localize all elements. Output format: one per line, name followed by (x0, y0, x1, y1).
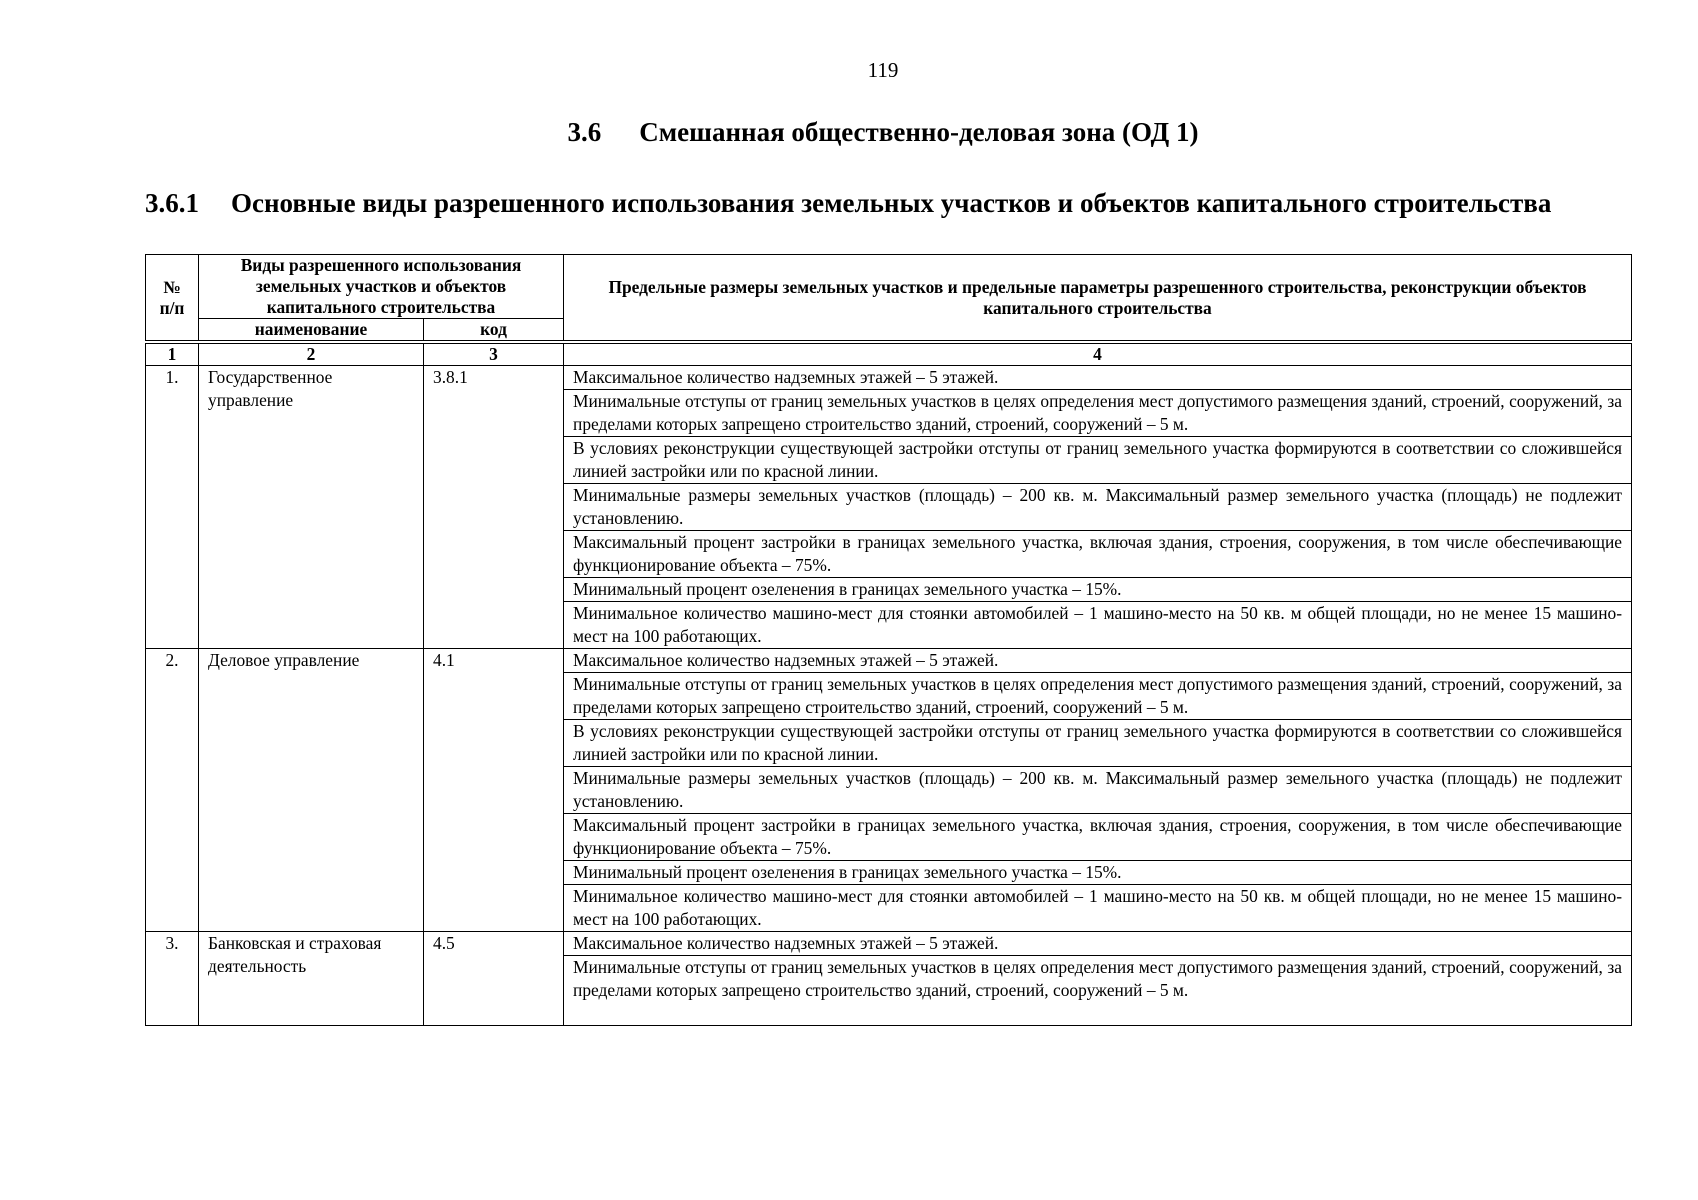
subsection-title-text: Основные виды разрешенного использования земельных участков и объектов капитального строительства (231, 188, 1552, 218)
use-code: 3.8.1 (424, 366, 564, 649)
use-name: Государственное управление (199, 366, 424, 649)
header-name: наименование (199, 319, 424, 341)
page-number: 119 (867, 58, 899, 82)
row-number: 2. (146, 649, 199, 932)
parameter-cell: В условиях реконструкции существующей застройки отступы от границ земельного участка формируются в соответствии со сложившейся линией застройки или по красной линии. (564, 437, 1632, 484)
use-code: 4.5 (424, 932, 564, 1026)
section-title-text: Смешанная общественно-деловая зона (ОД 1) (639, 117, 1199, 147)
row-number: 3. (146, 932, 199, 1026)
table-row (146, 932, 1632, 956)
section-number: 3.6 (567, 117, 602, 147)
header-num: № п/п (146, 255, 199, 341)
parameter-cell: Максимальный процент застройки в границах земельного участка, включая здания, строения, сооружения, в том числе обеспечивающие функционирование объекта – 75%. (564, 814, 1632, 861)
column-number: 4 (564, 344, 1632, 366)
section-title (0, 117, 1698, 148)
parameter-cell: Минимальный процент озеленения в границах земельного участка – 15%. (564, 578, 1632, 602)
row-number: 1. (146, 366, 199, 649)
parameter-cell: Минимальные размеры земельных участков (площадь) – 200 кв. м. Максимальный размер земельного участка (площадь) не подлежит установлению. (564, 484, 1632, 531)
parameter-cell: Минимальные размеры земельных участков (площадь) – 200 кв. м. Максимальный размер земельного участка (площадь) не подлежит установлению. (564, 767, 1632, 814)
use-name: Банковская и страховая деятельность (199, 932, 424, 1026)
permitted-use-table (145, 254, 1632, 1026)
column-number: 3 (424, 344, 564, 366)
header-params: Предельные размеры земельных участков и предельные параметры разрешенного строительства, реконструкции объектов капитального строительства (564, 255, 1632, 341)
parameter-cell: Минимальный процент озеленения в границах земельного участка – 15%. (564, 861, 1632, 885)
parameter-cell: В условиях реконструкции существующей застройки отступы от границ земельного участка формируются в соответствии со сложившейся линией застройки или по красной линии. (564, 720, 1632, 767)
table-row (146, 366, 1632, 390)
subsection-number: 3.6.1 (145, 188, 199, 218)
header-types: Виды разрешенного использования земельных участков и объектов капитального строительства (199, 255, 564, 319)
column-number: 2 (199, 344, 424, 366)
use-name: Деловое управление (199, 649, 424, 932)
subsection-title (145, 188, 1645, 219)
parameter-cell: Максимальное количество надземных этажей – 5 этажей. (564, 932, 1632, 956)
parameter-cell: Минимальные отступы от границ земельных участков в целях определения мест допустимого размещения зданий, строений, сооружений, за пределами которых запрещено строительство зданий, строений, сооружений – 5 м. (564, 390, 1632, 437)
table-row (146, 649, 1632, 673)
column-number: 1 (146, 344, 199, 366)
parameter-cell: Минимальное количество машино-мест для стоянки автомобилей – 1 машино-место на 50 кв. м общей площади, но не менее 15 машино-мест на 100 работающих. (564, 885, 1632, 932)
parameter-cell: Минимальное количество машино-мест для стоянки автомобилей – 1 машино-место на 50 кв. м общей площади, но не менее 15 машино-мест на 100 работающих. (564, 602, 1632, 649)
parameter-cell: Минимальные отступы от границ земельных участков в целях определения мест допустимого размещения зданий, строений, сооружений, за пределами которых запрещено строительство зданий, строений, сооружений – 5 м. (564, 673, 1632, 720)
parameter-cell: Максимальное количество надземных этажей – 5 этажей. (564, 366, 1632, 390)
header-code: код (424, 319, 564, 341)
use-code: 4.1 (424, 649, 564, 932)
parameter-cell: Минимальные отступы от границ земельных участков в целях определения мест допустимого размещения зданий, строений, сооружений, за пределами которых запрещено строительство зданий, строений, сооружений – 5 м. (564, 956, 1632, 1026)
parameter-cell: Максимальный процент застройки в границах земельного участка, включая здания, строения, сооружения, в том числе обеспечивающие функционирование объекта – 75%. (564, 531, 1632, 578)
parameter-cell: Максимальное количество надземных этажей – 5 этажей. (564, 649, 1632, 673)
